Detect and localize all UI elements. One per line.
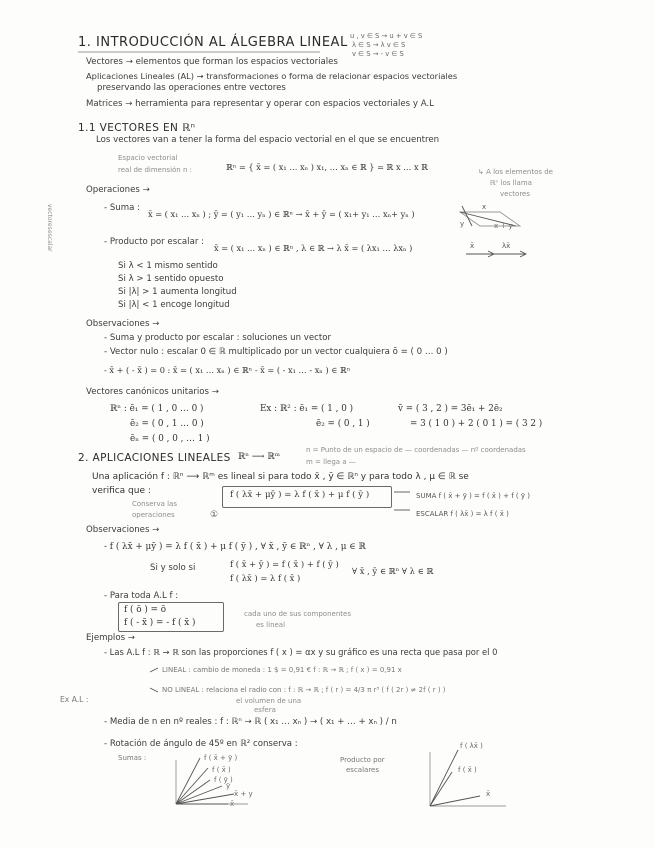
al-definition-cont: verifica que : xyxy=(92,486,151,496)
components-note-2: es lineal xyxy=(256,621,286,629)
section-1-title: 1. INTRODUCCIÓN AL ÁLGEBRA LINEAL xyxy=(78,35,348,50)
closure-note-3: v ∈ S → - v ∈ S xyxy=(352,50,404,58)
fig-f-x: f ( x̄ ) xyxy=(212,766,231,774)
bullet-aplicaciones: Aplicaciones Lineales (AL) → transformaciones o forma de relacionar espacios vectoriales xyxy=(86,71,458,81)
producto-escalares-label-2: escalares xyxy=(346,766,380,774)
closure-note-1: u , v ∈ S → u + v ∈ S xyxy=(350,32,423,40)
ejemplo-lineal: LINEAL : cambio de moneda : 1 $ = 0,91 € f : ℝ → ℝ ; f ( x ) = 0,91 x xyxy=(162,666,402,674)
canon-v-2: = 3 ( 1 0 ) + 2 ( 0 1 ) = ( 3 2 ) xyxy=(410,419,543,429)
closure-note-2: λ ∈ S → λ v ∈ S xyxy=(352,41,406,49)
bullet-vectores: Vectores → elementos que forman los espacios vectoriales xyxy=(86,57,338,67)
margin-note-vectores: vectores xyxy=(46,204,53,230)
para-toda-al: - Para toda A.L f : xyxy=(104,591,179,601)
vector-sum-sketch xyxy=(460,206,520,226)
sumas-label: Sumas : xyxy=(118,754,147,762)
case-4: Si |λ| < 1 encoge longitud xyxy=(118,300,230,310)
ev-label: Espacio vectorial xyxy=(118,154,178,162)
producto-escalares-label: Producto por xyxy=(340,756,385,764)
obs-2: - Vector nulo : escalar 0 ∈ ℝ multiplicado por un vector cualquiera ō = ( 0 … 0 ) xyxy=(104,347,448,357)
circled-one: ① xyxy=(210,510,219,520)
obs2-1: - f ( λx̄ + μȳ ) = λ f ( x̄ ) + μ f ( ȳ ) , ∀ x̄ , ȳ ∈ ℝⁿ , ∀ λ , μ ∈ ℝ xyxy=(104,542,366,552)
producto-label: - Producto por escalar : xyxy=(104,237,204,247)
canon-ex-e2: ē₂ = ( 0 , 1 ) xyxy=(316,419,370,429)
obs-1: - Suma y producto por escalar : soluciones un vector xyxy=(104,333,332,343)
fig-x-2: x̄ xyxy=(486,790,491,798)
obs2-cond-2: f ( λx̄ ) = λ f ( x̄ ) xyxy=(230,573,301,583)
ev-formula: ℝⁿ = { x̄ = ( x₁ … xₙ ) x₁, … xₙ ∈ ℝ } = ℝ x … x ℝ xyxy=(226,162,428,172)
prod-fig-x: x̄ xyxy=(470,242,475,250)
conserva-note: Conserva las xyxy=(132,500,177,508)
obs2-cond-1: f ( x̄ + ȳ ) = f ( x̄ ) + f ( ȳ ) xyxy=(230,559,339,569)
obs2-quant: ∀ x̄ , ȳ ∈ ℝⁿ ∀ λ ∈ ℝ xyxy=(352,566,434,576)
suma-property: SUMA f ( x̄ + ȳ ) = f ( x̄ ) + f ( ȳ ) xyxy=(416,492,530,500)
canon-e1: ℝⁿ : ē₁ = ( 1 , 0 … 0 ) xyxy=(110,404,204,414)
linearity-formula: f ( λx̄ + μȳ ) = λ f ( x̄ ) + μ f ( ȳ ) xyxy=(230,490,370,500)
al-map-note-m: m = llega a — xyxy=(306,458,356,466)
al-map-note-n: n = Punto de un espacio de — coordenadas — nº coordenadas xyxy=(306,446,526,454)
section-2-title: 2. APLICACIONES LINEALES xyxy=(78,452,231,464)
canon-ex-e1: Ex : ℝ² : ē₁ = ( 1 , 0 ) xyxy=(260,404,354,414)
operaciones-heading: Operaciones → xyxy=(86,185,150,195)
fig-f-x-2: f ( x̄ ) xyxy=(458,766,477,774)
fig-x: x̄ xyxy=(230,800,235,808)
fig-y: ȳ xyxy=(226,782,231,790)
prod-fig-lx: λx̄ xyxy=(502,242,511,250)
bullet-matrices: Matrices → herramienta para representar y operar con espacios vectoriales y A.L xyxy=(86,99,434,109)
canon-e2: ē₂ = ( 0 , 1 … 0 ) xyxy=(130,419,204,429)
ejemplo-no-lineal: NO LINEAL : relaciona el radio con : f : ℝ → ℝ ; f ( r ) = 4/3 π r³ ( f ( 2r ) ≠ 2f ( r ) ) xyxy=(162,686,446,694)
suma-label: - Suma : xyxy=(104,203,140,213)
suma-fig-sum: x + y xyxy=(494,222,513,230)
bullet-aplicaciones-cont: preservando las operaciones entre vectores xyxy=(97,83,286,93)
section-1-1-title: 1.1 VECTORES EN ℝⁿ xyxy=(78,122,196,134)
ev-label-2: real de dimensión n : xyxy=(118,166,192,174)
ev-side-note-1: ↳ A los elementos de xyxy=(478,168,553,176)
volumen-note: el volumen de una xyxy=(236,697,302,705)
margin-note-escalar: escalar xyxy=(46,230,53,252)
ejemplos-heading: Ejemplos → xyxy=(86,633,135,643)
conserva-note-2: operaciones xyxy=(132,511,175,519)
ejemplo-media: - Media de n en nº reales : f : ℝⁿ → ℝ ( x₁ … xₙ ) → ( x₁ + … + xₙ ) / n xyxy=(104,717,397,727)
ex-al-label: Ex A.L : xyxy=(60,695,89,704)
fig-f-y: f ( ȳ ) xyxy=(214,776,233,784)
case-3: Si |λ| > 1 aumenta longitud xyxy=(118,287,237,297)
obs2-iff: Si y solo si xyxy=(150,563,196,573)
escalar-property: ESCALAR f ( λx̄ ) = λ f ( x̄ ) xyxy=(416,510,509,518)
al-prop-2: f ( - x̄ ) = - f ( x̄ ) xyxy=(124,618,196,628)
canonicos-heading: Vectores canónicos unitarios → xyxy=(86,387,219,397)
ejemplo-1: - Las A.L f : ℝ → ℝ son las proporciones f ( x ) = αx y su gráfico es una recta que pasa por el 0 xyxy=(104,647,498,657)
ejemplo-rotacion: - Rotación de ángulo de 45º en ℝ² conserva : xyxy=(104,739,298,749)
fig-f-x-plus-y: f ( x̄ + ȳ ) xyxy=(204,754,238,762)
suma-formula: x̄ = ( x₁ … xₙ ) ; ȳ = ( y₁ … yₙ ) ∈ ℝⁿ → x̄ + ȳ = ( x₁+ y₁ … xₙ+ yₙ ) xyxy=(148,209,415,219)
producto-formula: x̄ = ( x₁ … xₙ ) ∈ ℝⁿ , λ ∈ ℝ → λ x̄ = ( λx₁ … λxₙ ) xyxy=(214,243,413,253)
case-2: Si λ > 1 sentido opuesto xyxy=(118,274,224,284)
al-map: ℝⁿ ⟶ ℝᵐ xyxy=(238,452,281,462)
case-1: Si λ < 1 mismo sentido xyxy=(118,261,218,271)
al-definition: Una aplicación f : ℝⁿ ⟶ ℝᵐ es lineal si para todo x̄ , ȳ ∈ ℝⁿ y para todo λ , μ ∈ ℝ se xyxy=(92,472,469,482)
vectores-intro: Los vectores van a tener la forma del espacio vectorial en el que se encuentren xyxy=(96,135,440,145)
suma-fig-y: y xyxy=(460,220,465,228)
observaciones-heading: Observaciones → xyxy=(86,319,160,329)
fig-x-plus-y: x̄ + y xyxy=(234,790,253,798)
rotation-scalar-sketch xyxy=(430,750,506,806)
ev-side-note-2: ℝⁿ los llama xyxy=(490,179,532,187)
components-note: cada uno de sus componentes xyxy=(244,610,351,618)
canon-en: ēₙ = ( 0 , 0 , … 1 ) xyxy=(130,434,210,444)
al-prop-1: f ( ō ) = ō xyxy=(124,605,167,615)
scalar-product-sketch xyxy=(466,251,526,257)
canon-v: v̄ = ( 3 , 2 ) = 3ē₁ + 2ē₂ xyxy=(398,404,503,414)
fig-f-lx: f ( λx̄ ) xyxy=(460,742,483,750)
volumen-note-2: esfera xyxy=(254,706,276,714)
observaciones-2-heading: Observaciones → xyxy=(86,525,160,535)
suma-fig-x: x xyxy=(482,203,487,211)
obs-3: - x̄ + ( - x̄ ) = 0 : x̄ = ( x₁ … xₙ ) ∈ ℝⁿ - x̄ = ( - x₁ … - xₙ ) ∈ ℝⁿ xyxy=(104,365,351,375)
ev-side-note-3: vectores xyxy=(500,190,531,198)
rotation-sums-sketch xyxy=(176,758,248,804)
